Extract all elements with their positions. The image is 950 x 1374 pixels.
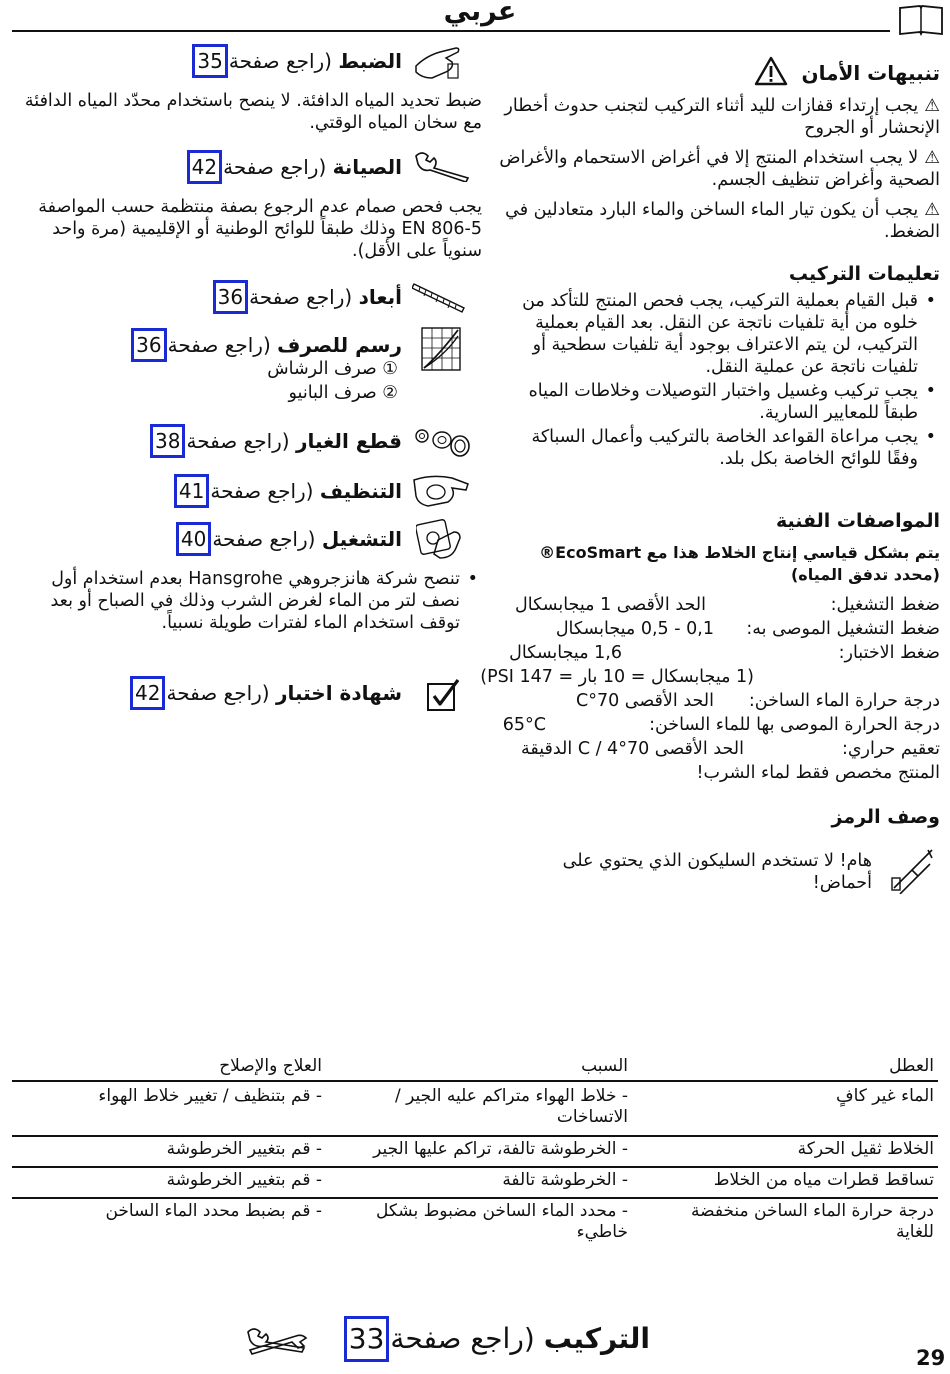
- specs-heading: المواصفات الفنية: [775, 510, 940, 532]
- col-header-cause: السبب: [581, 1056, 628, 1076]
- spec-note: المنتج مخصص فقط لماء الشرب!: [696, 763, 940, 783]
- hand-adjust-icon: [412, 42, 464, 82]
- symbol-heading: وصف الرمز: [831, 806, 940, 828]
- book-icon: [898, 2, 944, 36]
- page-link[interactable]: 36: [131, 328, 166, 362]
- dimensions-ref: أبعاد (راجع صفحة36: [212, 280, 402, 314]
- operation-hand-icon: [416, 518, 464, 562]
- silicone-gun-icon: [888, 848, 934, 894]
- warning-small-icon: ⚠: [924, 96, 940, 116]
- page-link[interactable]: 41: [174, 474, 209, 508]
- safety-item: ⚠يجب إرتداء قفازات لليد أثناء التركيب لتجنب حدوث أخطار الإنحشار أو الجروح: [504, 96, 940, 138]
- wrench-icon: [412, 148, 472, 182]
- install-heading: تعليمات التركيب: [788, 263, 940, 285]
- list-item: • يجب مراعاة القواعد الخاصة بالتركيب وأعمال السباكة وفقًا للوائح الخاصة بكل بلد.: [496, 426, 940, 470]
- tools-icon: [246, 1326, 308, 1356]
- warning-small-icon: ⚠: [924, 148, 940, 168]
- flow-item-2: ② صرف البانيو: [288, 383, 398, 403]
- flow-ref: رسم للصرف (راجع صفحة36: [130, 328, 402, 362]
- adjust-ref: الضبط (راجع صفحة35: [191, 44, 402, 78]
- maintenance-text: يجب فحص صمام عدم الرجوع بصفة منتظمة حسب المواصفة EN 806-5 وذلك طبقاً للوائح الوطنية أو الإقليمية (مرة واحد سنوياً على الأقل).: [38, 197, 482, 261]
- spec-row: درجة حرارة الماء الساخن: الحد الأقصى 70°C: [575, 691, 940, 711]
- spec-row: درجة الحرارة الموصى بها للماء الساخن: 65°C: [502, 715, 940, 735]
- page-link[interactable]: 36: [213, 280, 248, 314]
- maintenance-ref: الصيانة (راجع صفحة42: [186, 150, 402, 184]
- install-footer-ref: التركيب (راجع صفحة33: [300, 1316, 650, 1362]
- spec-row: تعقيم حراري: الحد الأقصى 70°C / 4 الدقيقة: [520, 739, 940, 759]
- col-header-fault: العطل: [889, 1056, 934, 1076]
- page-link[interactable]: 33: [344, 1316, 390, 1362]
- spare-ref: قطع الغيار (راجع صفحة38: [149, 424, 402, 458]
- certificate-ref: شهادة اختبار (راجع صفحة42: [129, 676, 402, 710]
- hansgrohe-note: • تنصح شركة هانزجروهي Hansgrohe بعدم استخدام أول نصف لتر من الماء لغرض الشرب وذلك في الصباح أو بعد توقف استخدام الماء لفترات طويلة نسبياً.: [50, 569, 478, 633]
- spare-parts-icon: [412, 424, 472, 460]
- page-link[interactable]: 38: [150, 424, 185, 458]
- flow-item-1: ① صرف الرشاش: [267, 359, 398, 379]
- safety-item: ⚠لا يجب استخدام المنتج إلا في أغراض الاستحمام والأغراض الصحية وأغراض تنظيف الجسم.: [499, 148, 940, 190]
- spec-row: ضغط الاختبار: 1,6 ميجابسكال: [509, 643, 940, 663]
- language-title: عربي: [443, 0, 517, 27]
- safety-item: ⚠يجب أن يكون تيار الماء الساخن والماء البارد متعادلين في الضغط.: [505, 200, 940, 242]
- adjust-text: ضبط تحديد المياه الدافئة. لا ينصح باستخدام محدّد المياه الدافئة مع سخان المياه الوقتي.: [24, 91, 482, 133]
- bullet: •: [467, 569, 478, 589]
- flow-chart-icon: [420, 326, 462, 372]
- table-rule: [12, 1135, 938, 1137]
- cleaning-hand-icon: [412, 470, 470, 510]
- install-list: [496, 290, 940, 472]
- table-rule: [12, 1080, 938, 1082]
- col-header-remedy: العلاج والإصلاح: [219, 1056, 322, 1076]
- header-rule: [12, 30, 890, 32]
- spec-row: ضغط التشغيل الموصى به: 0,1 - 0,5 ميجابسكال: [555, 619, 940, 639]
- spec-row: (1 ميجابسكال = 10 بار = 147 PSI): [480, 667, 754, 687]
- warning-small-icon: ⚠: [924, 200, 940, 220]
- safety-heading: تنبيهات الأمان: [801, 61, 940, 85]
- table-rule: [12, 1197, 938, 1199]
- page-link[interactable]: 40: [176, 522, 211, 556]
- spec-row: ضغط التشغيل: الحد الأقصى 1 ميجابسكال: [515, 595, 940, 615]
- checkbox-icon: [426, 678, 460, 712]
- specs-intro: يتم بشكل قياسي إنتاج الخلاط هذا مع EcoSmart® (محدد تدفق المياه): [539, 543, 940, 584]
- safety-section-header: [620, 56, 940, 86]
- page-link[interactable]: 35: [192, 44, 227, 78]
- list-item: • قبل القيام بعملية التركيب، يجب فحص المنتج للتأكد من خلوه من أية تلفيات ناتجة عن النقل. بعد القيام بعملية التركيب، لن يتم الاعتراف بوجود أية تلفيات سطحية أو تلفيات ناتجة عن عملية النقل.: [496, 290, 940, 378]
- ruler-icon: [412, 278, 466, 314]
- cleaning-ref: التنظيف (راجع صفحة41: [173, 474, 402, 508]
- page-link[interactable]: 42: [187, 150, 222, 184]
- symbol-text: هام! لا تستخدم السليكون الذي يحتوي على أحماض!: [562, 851, 872, 893]
- table-rule: [12, 1166, 938, 1168]
- warning-icon: [754, 56, 788, 86]
- page-number: 29: [916, 1346, 946, 1370]
- page-link[interactable]: 42: [130, 676, 165, 710]
- list-item: • يجب تركيب وغسيل واختبار التوصيلات وخلاطات المياه طبقاً للمعايير السارية.: [496, 380, 940, 424]
- operation-ref: التشغيل (راجع صفحة40: [175, 522, 402, 556]
